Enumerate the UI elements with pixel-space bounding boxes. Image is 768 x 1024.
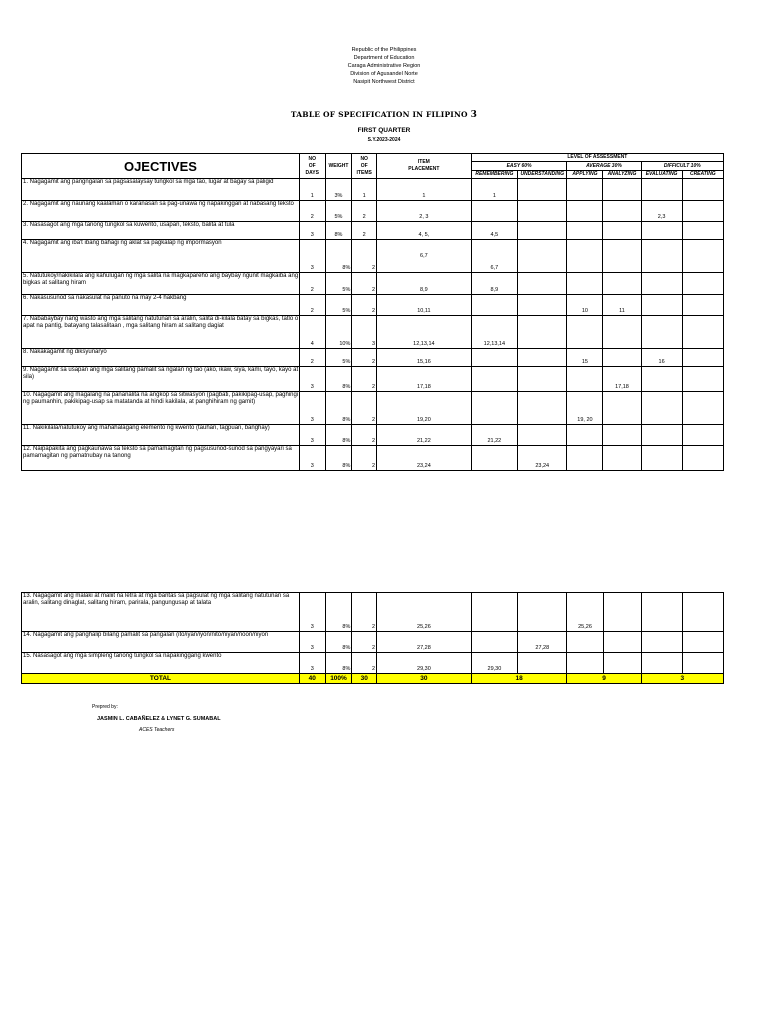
- evaluating-cell: [641, 653, 682, 674]
- evaluating-cell: [641, 240, 682, 273]
- analyzing-cell: [603, 201, 641, 222]
- objective-cell: 9. Nagagamit sa usapan ang mga salitang pamalit sa ngalan ng tao (ako, ikaw, siya, kami, tayo, kayo at sila): [22, 367, 300, 392]
- applying-cell: [567, 653, 603, 674]
- total-average: 9: [567, 674, 641, 684]
- table-row: [22, 392, 724, 425]
- items-cell: 3: [352, 316, 377, 349]
- remembering-cell: [471, 349, 517, 367]
- objective-cell: 1. Nagagamit ang pangngalan sa pagsasalaysay tungkol sa mga tao, lugar at bagay sa paligid: [22, 179, 300, 201]
- understanding-cell: 23,24: [518, 446, 567, 471]
- days-cell: 2: [299, 295, 325, 316]
- days-cell: 2: [299, 273, 325, 295]
- header-line: Caraga Administrative Region: [347, 63, 421, 69]
- objective-cell: 11. Nakikilala/natutukoy ang mahahalagang elemento ng kwento (tauhan, tagpuan, banghay): [22, 425, 300, 446]
- objective-cell: 15. Nasasagot ang mga simpleng tanong tungkol sa napakinggang kwento: [22, 653, 300, 674]
- days-cell: 3: [299, 392, 325, 425]
- title-grade: 3: [470, 110, 478, 120]
- remembering-cell: [471, 295, 517, 316]
- applying-cell: 10: [567, 295, 603, 316]
- creating-cell: [682, 392, 723, 425]
- understanding-cell: [518, 392, 567, 425]
- objective-cell: 4. Nagagamit ang iba't ibang bahagi ng aklat sa pagkalap ng impormasyon: [22, 240, 300, 273]
- table-row: [22, 367, 724, 392]
- evaluating-cell: [641, 632, 682, 653]
- evaluating-cell: 16: [641, 349, 682, 367]
- understanding-cell: [518, 316, 567, 349]
- objective-cell: 10. Nagagamit ang magalang na pananalita na angkop sa sitwasyon (pagbati, pakikipag-usap, paghingi ng paumanhin, pakikipag-usap sa matatanda at hindi kakilala, at panghihiram ng gamit): [22, 392, 300, 425]
- placement-cell: 15,16: [377, 349, 472, 367]
- days-cell: 3: [299, 367, 325, 392]
- days-cell: 1: [299, 179, 325, 201]
- placement-cell: 2, 3: [377, 201, 472, 222]
- remembering-cell: 4,5: [471, 222, 517, 240]
- weight-cell: 8%: [325, 593, 352, 632]
- understanding-cell: [518, 349, 567, 367]
- analyzing-cell: [603, 316, 641, 349]
- header-objectives: OJECTIVES: [22, 154, 300, 179]
- table-row: [22, 425, 724, 446]
- specification-table: [21, 153, 724, 471]
- objective-cell: 5. Natutukoy/nakikilala ang kahulugan ng mga salita na magkapareho ang baybay ngunit magkaiba ang bigkas at salitang hiram: [22, 273, 300, 295]
- items-cell: 2: [352, 367, 377, 392]
- remembering-cell: 6,7: [471, 240, 517, 273]
- header-analyzing: ANALYZING: [603, 171, 641, 179]
- remembering-cell: [471, 201, 517, 222]
- document-title: [0, 110, 768, 120]
- school-year: S.Y.2023-2024: [367, 137, 401, 143]
- creating-cell: [682, 593, 723, 632]
- total-placement: 30: [377, 674, 472, 684]
- creating-cell: [682, 179, 723, 201]
- weight-cell: 8%: [325, 653, 352, 674]
- analyzing-cell: [603, 392, 641, 425]
- objective-cell: 14. Nagagamit ang panghalip bilang pamalit sa pangalan (ito/iyan/iyon/nito/niyan/noon/niyon: [22, 632, 300, 653]
- understanding-cell: 27,28: [518, 632, 567, 653]
- objective-cell: 3. Nasasagot ang mga tanong tungkol sa kuwento, usapan, teksto, balita at tula: [22, 222, 300, 240]
- days-cell: 3: [299, 222, 325, 240]
- table-row: [22, 316, 724, 349]
- weight-cell: 8%: [325, 222, 352, 240]
- understanding-cell: [518, 367, 567, 392]
- placement-cell: 12,13,14: [377, 316, 472, 349]
- total-difficult: 3: [641, 674, 723, 684]
- days-cell: 3: [299, 593, 325, 632]
- remembering-cell: 21,22: [471, 425, 517, 446]
- weight-cell: 8%: [325, 446, 352, 471]
- placement-cell: 23,24: [377, 446, 472, 471]
- items-cell: 2: [352, 653, 377, 674]
- table-row: [22, 222, 724, 240]
- header-understanding: UNDERSTANDING: [518, 171, 567, 179]
- header-applying: APPLYING: [567, 171, 603, 179]
- preparer-role: ACES Teachers: [139, 727, 175, 733]
- items-cell: 2: [352, 273, 377, 295]
- table-row: [22, 240, 724, 273]
- remembering-cell: 12,13,14: [471, 316, 517, 349]
- table-body-continued: [22, 593, 724, 674]
- placement-cell: 29,30: [377, 653, 472, 674]
- applying-cell: [567, 632, 603, 653]
- creating-cell: [682, 222, 723, 240]
- prepared-by-label: Prepred by:: [92, 704, 118, 710]
- items-cell: 2: [352, 446, 377, 471]
- analyzing-cell: [603, 240, 641, 273]
- applying-cell: [567, 222, 603, 240]
- applying-cell: [567, 201, 603, 222]
- creating-cell: [682, 295, 723, 316]
- evaluating-cell: [641, 593, 682, 632]
- items-cell: 2: [352, 349, 377, 367]
- header-weight: WEIGHT: [325, 154, 352, 179]
- items-cell: 2: [352, 222, 377, 240]
- items-cell: 1: [352, 179, 377, 201]
- analyzing-cell: [603, 179, 641, 201]
- understanding-cell: [518, 201, 567, 222]
- total-row: [22, 674, 724, 684]
- weight-cell: 5%: [325, 349, 352, 367]
- header-line: Nasipit Northwest District: [353, 79, 415, 85]
- placement-cell: 8,9: [377, 273, 472, 295]
- understanding-cell: [518, 593, 567, 632]
- applying-cell: [567, 179, 603, 201]
- days-cell: 2: [299, 349, 325, 367]
- creating-cell: [682, 349, 723, 367]
- evaluating-cell: [641, 295, 682, 316]
- evaluating-cell: [641, 316, 682, 349]
- placement-cell: 21,22: [377, 425, 472, 446]
- remembering-cell: [471, 446, 517, 471]
- remembering-cell: 8,9: [471, 273, 517, 295]
- understanding-cell: [518, 425, 567, 446]
- evaluating-cell: [641, 392, 682, 425]
- weight-cell: 8%: [325, 367, 352, 392]
- placement-cell: 1: [377, 179, 472, 201]
- analyzing-cell: [603, 632, 641, 653]
- weight-cell: 5%: [325, 295, 352, 316]
- remembering-cell: [471, 632, 517, 653]
- items-cell: 2: [352, 425, 377, 446]
- understanding-cell: [518, 295, 567, 316]
- remembering-cell: [471, 367, 517, 392]
- remembering-cell: [471, 392, 517, 425]
- quarter-label: FIRST QUARTER: [357, 127, 411, 134]
- table-row: [22, 179, 724, 201]
- header-no-of-items: NO OF ITEMS: [352, 154, 377, 179]
- applying-cell: [567, 240, 603, 273]
- days-cell: 4: [299, 316, 325, 349]
- understanding-cell: [518, 222, 567, 240]
- understanding-cell: [518, 653, 567, 674]
- table-row: [22, 593, 724, 632]
- creating-cell: [682, 446, 723, 471]
- header-difficult: DIFFICULT 10%: [641, 162, 724, 171]
- items-cell: 2: [352, 295, 377, 316]
- weight-cell: 8%: [325, 425, 352, 446]
- analyzing-cell: 11: [603, 295, 641, 316]
- creating-cell: [682, 367, 723, 392]
- analyzing-cell: [603, 349, 641, 367]
- remembering-cell: 29,30: [471, 653, 517, 674]
- understanding-cell: [518, 179, 567, 201]
- header-item-placement: ITEM PLACEMENT: [377, 154, 472, 179]
- creating-cell: [682, 632, 723, 653]
- analyzing-cell: [603, 446, 641, 471]
- creating-cell: [682, 316, 723, 349]
- header-level-of-assessment: LEVEL OF ASSESSMENT: [471, 154, 723, 162]
- applying-cell: [567, 273, 603, 295]
- days-cell: 3: [299, 653, 325, 674]
- days-cell: 3: [299, 425, 325, 446]
- placement-cell: 17,18: [377, 367, 472, 392]
- remembering-cell: 1: [471, 179, 517, 201]
- table-row: [22, 653, 724, 674]
- total-items: 30: [352, 674, 377, 684]
- objective-cell: 7. Nababaybay nang wasto ang mga salitang natutunan sa aralin, salita di-kilala batay sa bigkas, tatlo o apat na pantig, batayang talasalitaan , mga salitang hiram at salitang dagiat: [22, 316, 300, 349]
- table-row: [22, 295, 724, 316]
- weight-cell: 5%: [325, 273, 352, 295]
- evaluating-cell: [641, 367, 682, 392]
- analyzing-cell: [603, 593, 641, 632]
- evaluating-cell: [641, 425, 682, 446]
- analyzing-cell: [603, 222, 641, 240]
- creating-cell: [682, 240, 723, 273]
- objective-cell: 6. Nakasusunod sa nakasulat na panuto na may 2-4 hakbang: [22, 295, 300, 316]
- total-easy: 18: [471, 674, 567, 684]
- header-remembering: REMEMBERING: [471, 171, 517, 179]
- evaluating-cell: [641, 273, 682, 295]
- placement-cell: 6,7: [377, 240, 472, 273]
- placement-cell: 19,20: [377, 392, 472, 425]
- table-row: [22, 446, 724, 471]
- weight-cell: 3%: [325, 179, 352, 201]
- header-average: AVERAGE 30%: [567, 162, 641, 171]
- objective-cell: 13. Nagagamit ang malaki at maliit na letra at mga bantas sa pagsulat ng mga salitang natutunan sa aralin, salitang dinaglat, salitang hiram, parirala, pangungusap at talata: [22, 593, 300, 632]
- specification-table-continued: [21, 592, 724, 684]
- items-cell: 2: [352, 593, 377, 632]
- understanding-cell: [518, 240, 567, 273]
- understanding-cell: [518, 273, 567, 295]
- items-cell: 2: [352, 240, 377, 273]
- total-label: TOTAL: [22, 674, 300, 684]
- header-line: Division of Agusandel Norte: [350, 71, 418, 77]
- header-no-of-days: NO OF DAYS: [299, 154, 325, 179]
- weight-cell: 10%: [325, 316, 352, 349]
- items-cell: 2: [352, 632, 377, 653]
- applying-cell: [567, 425, 603, 446]
- analyzing-cell: [603, 273, 641, 295]
- weight-cell: 8%: [325, 632, 352, 653]
- creating-cell: [682, 653, 723, 674]
- remembering-cell: [471, 593, 517, 632]
- applying-cell: 25,26: [567, 593, 603, 632]
- table-row: [22, 632, 724, 653]
- header-creating: CREATING: [682, 171, 723, 179]
- table-body: [22, 179, 724, 471]
- evaluating-cell: [641, 446, 682, 471]
- weight-cell: 5%: [325, 201, 352, 222]
- days-cell: 3: [299, 240, 325, 273]
- evaluating-cell: [641, 179, 682, 201]
- creating-cell: [682, 201, 723, 222]
- header-easy: EASY 60%: [471, 162, 567, 171]
- placement-cell: 10,11: [377, 295, 472, 316]
- title-text: TABLE OF SPECIFICATION IN FILIPINO: [290, 110, 468, 119]
- creating-cell: [682, 273, 723, 295]
- header-evaluating: EVALUATING: [641, 171, 682, 179]
- header-line: Republic of the Philippines: [351, 47, 417, 53]
- applying-cell: [567, 367, 603, 392]
- preparer-names: JASMIN L. CABAÑELEZ & LYNET G. SUMABAL: [97, 716, 221, 722]
- total-days: 40: [299, 674, 325, 684]
- table-row: [22, 201, 724, 222]
- table-row: [22, 273, 724, 295]
- creating-cell: [682, 425, 723, 446]
- days-cell: 3: [299, 446, 325, 471]
- total-weight: 100%: [325, 674, 352, 684]
- evaluating-cell: 2,3: [641, 201, 682, 222]
- days-cell: 3: [299, 632, 325, 653]
- objective-cell: 8. Nakakagamit ng diksyunaryo: [22, 349, 300, 367]
- header-line: Department of Education: [353, 55, 415, 61]
- applying-cell: 15: [567, 349, 603, 367]
- analyzing-cell: [603, 653, 641, 674]
- objective-cell: 12. Naipapakita ang pagkaunawa sa teksto sa pamamagitan ng pagsusunod-sunod sa pangyayari sa pamamagitan ng pamatnubay na tanong: [22, 446, 300, 471]
- objective-cell: 2. Nagagamit ang naunang kaalaman o karanasan sa pag-unawa ng napakinggan at nabasang teksto: [22, 201, 300, 222]
- evaluating-cell: [641, 222, 682, 240]
- items-cell: 2: [352, 201, 377, 222]
- items-cell: 2: [352, 392, 377, 425]
- weight-cell: 8%: [325, 392, 352, 425]
- applying-cell: 19, 20: [567, 392, 603, 425]
- weight-cell: 8%: [325, 240, 352, 273]
- table-row: [22, 349, 724, 367]
- document-header: [0, 46, 768, 86]
- placement-cell: 25,26: [377, 593, 472, 632]
- placement-cell: 27,28: [377, 632, 472, 653]
- analyzing-cell: [603, 425, 641, 446]
- placement-cell: 4, 5,: [377, 222, 472, 240]
- applying-cell: [567, 446, 603, 471]
- applying-cell: [567, 316, 603, 349]
- analyzing-cell: 17,18: [603, 367, 641, 392]
- days-cell: 2: [299, 201, 325, 222]
